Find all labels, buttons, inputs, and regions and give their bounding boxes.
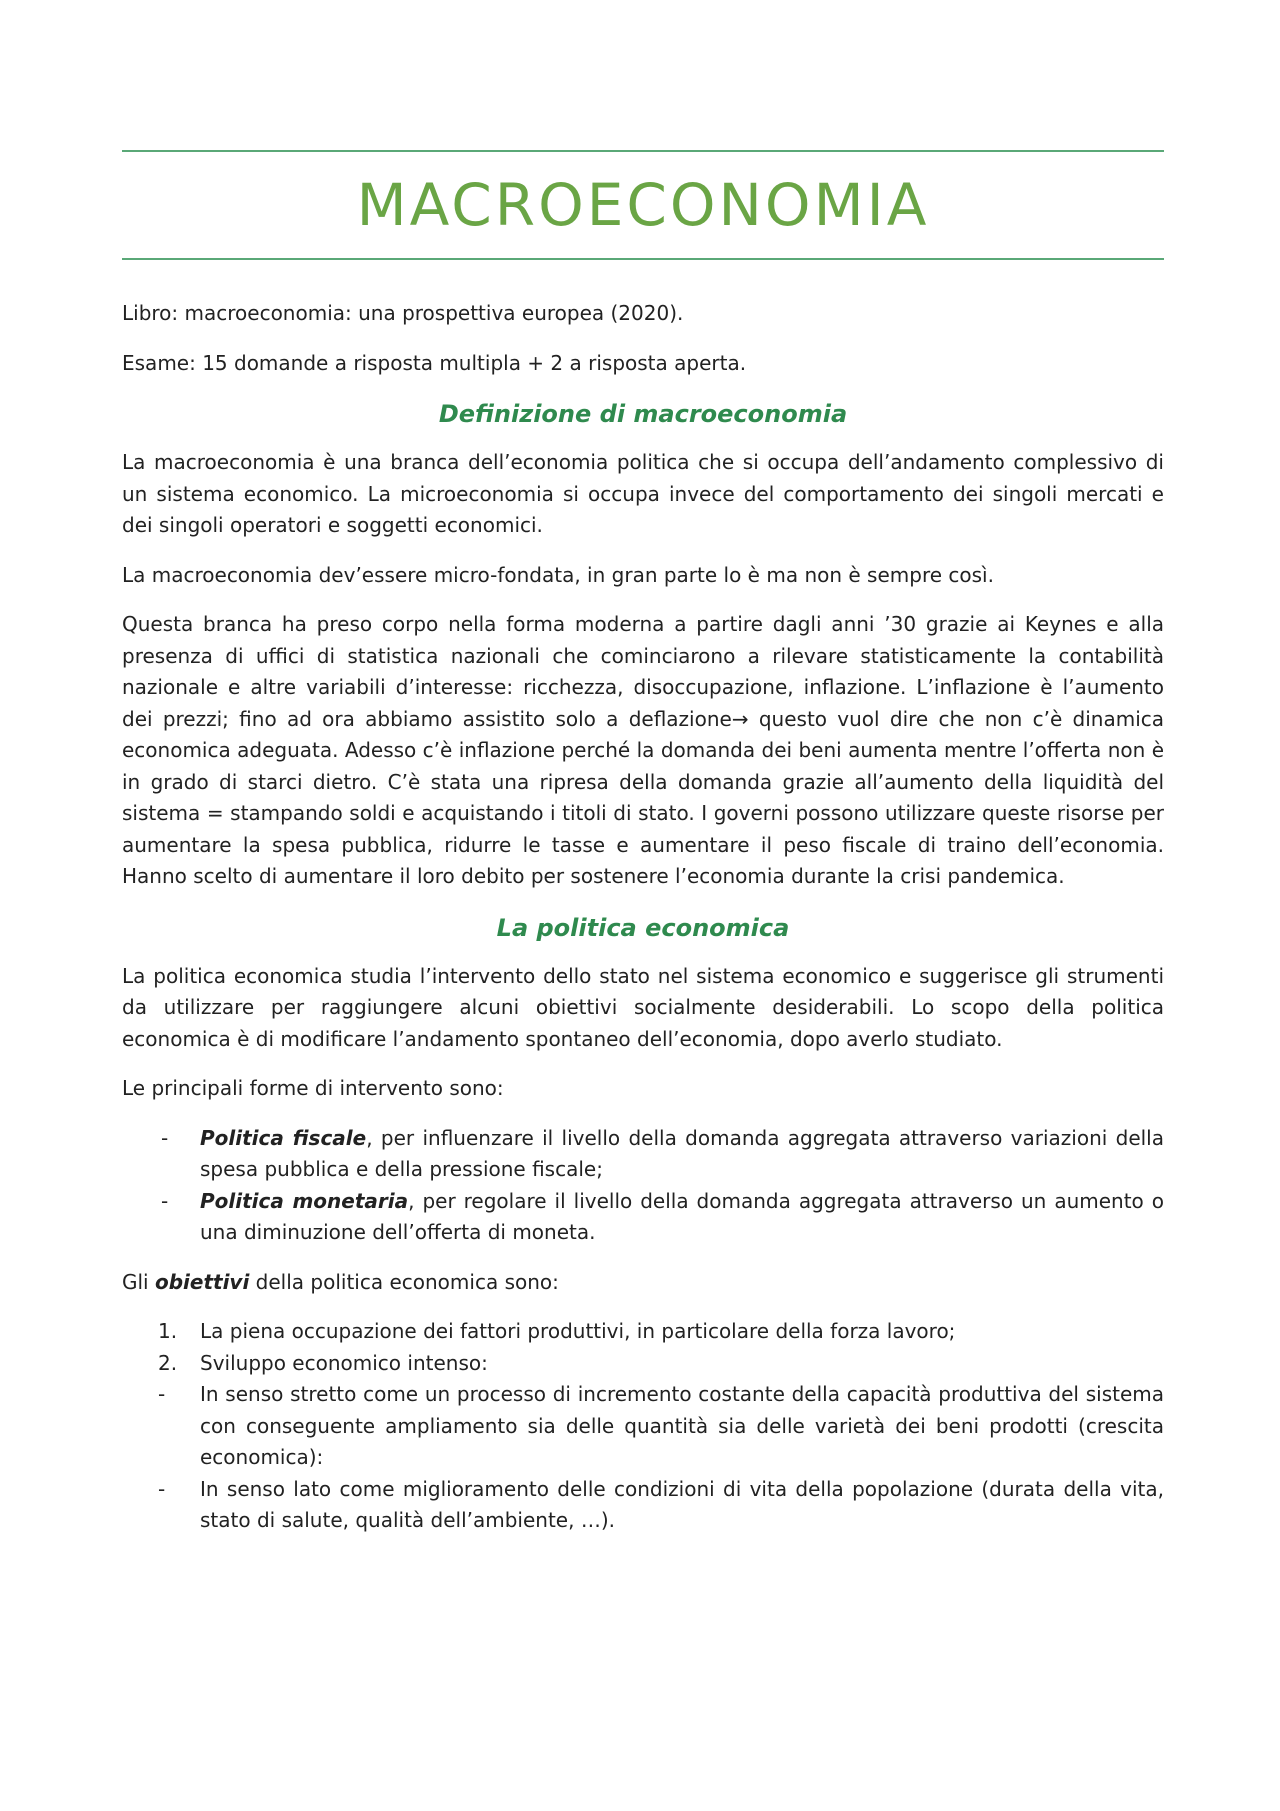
list-marker: -: [161, 1188, 169, 1213]
intervention-forms-list: [122, 1123, 1164, 1249]
list-marker: -: [158, 1476, 166, 1501]
list-text: Sviluppo economico intenso:: [200, 1350, 488, 1375]
list-item: [122, 1123, 1164, 1186]
list-text: La piena occupazione dei fattori produttivi, in particolare della forza lavoro;: [200, 1319, 956, 1343]
paragraph: Questa branca ha preso corpo nella forma moderna a partire dagli anni ’30 grazie ai Keynes e alla presenza di uffici di statistica nazionali che cominciarono a rilevare statisticamente la contabilità nazionale e altre variabili d’interesse: ricchezza, disoccupazione, inflazione. L’inflazione è l’aumento dei prezzi; fino ad ora abbiamo assistito solo a deflazione→ questo vuol dire che non c’è dinamica economica adeguata. Adesso c’è inflazione perché la domanda dei beni aumenta mentre l’offerta non è in grado di starci dietro. C’è stata una ripresa della domanda grazie all’aumento della liquidità del sistema = stampando soldi e acquistando i titoli di stato. I governi possono utilizzare queste risorse per aumentare la spesa pubblica, ridurre le tasse e aumentare il peso fiscale di traino dell’economia. Hanno scelto di aumentare il loro debito per sostenere l’economia durante la crisi pandemica.: [122, 612, 1164, 888]
objectives-prefix: Gli: [122, 1269, 155, 1294]
list-marker: 1.: [158, 1319, 178, 1343]
document-page: [122, 150, 1164, 1555]
section-heading-definizione: Definizione di macroeconomia: [438, 400, 848, 428]
list-text: , per influenzare il livello della domanda aggregata attraverso variazioni della spesa pubblica e della pressione fiscale;: [200, 1125, 1164, 1181]
list-item: [122, 1474, 1164, 1537]
exam-line: Esame: 15 domande a risposta multipla + 2 a risposta aperta.: [122, 350, 747, 375]
list-text: In senso lato come miglioramento delle condizioni di vita della popolazione (durata della vita, stato di salute, qualità dell’ambiente, …).: [200, 1476, 1164, 1532]
objectives-suffix: della politica economica sono:: [249, 1269, 559, 1294]
list-term: Politica monetaria: [200, 1188, 409, 1213]
list-term: Politica fiscale: [200, 1125, 367, 1150]
objectives-list: [122, 1316, 1164, 1537]
list-marker: -: [161, 1125, 169, 1150]
list-item: [122, 1348, 1164, 1380]
list-text: In senso stretto come un processo di incremento costante della capacità produttiva del sistema con conseguente ampliamento sia delle quantità sia delle varietà dei beni prodotti (crescita economica):: [200, 1382, 1164, 1469]
paragraph: Le principali forme di intervento sono:: [122, 1076, 504, 1100]
list-text: , per regolare il livello della domanda aggregata attraverso un aumento o una diminuzione dell’offerta di moneta.: [200, 1188, 1164, 1244]
paragraph: La macroeconomia è una branca dell’economia politica che si occupa dell’andamento complessivo di un sistema economico. La microeconomia si occupa invece del comportamento dei singoli mercati e dei singoli operatori e soggetti economici.: [122, 450, 1164, 537]
list-marker: 2.: [158, 1350, 178, 1375]
section-heading-politica-economica: La politica economica: [496, 913, 790, 942]
list-marker: -: [158, 1382, 166, 1406]
document-title: MACROECONOMIA: [356, 171, 930, 239]
paragraph: La politica economica studia l’intervento dello stato nel sistema economico e suggerisce gli strumenti da utilizzare per raggiungere alcuni obiettivi socialmente desiderabili. Lo scopo della politica economica è di modificare l’andamento spontaneo dell’economia, dopo averlo studiato.: [122, 963, 1164, 1051]
list-item: [122, 1186, 1164, 1249]
book-line: Libro: macroeconomia: una prospettiva europea (2020).: [122, 301, 684, 325]
list-item: [122, 1316, 1164, 1348]
objectives-intro: [122, 1267, 1164, 1299]
list-item: [122, 1379, 1164, 1474]
title-bottom-rule: [122, 258, 1164, 260]
objectives-term: obiettivi: [154, 1269, 250, 1294]
paragraph: La macroeconomia dev’essere micro-fondata, in gran parte lo è ma non è sempre così.: [122, 562, 994, 587]
